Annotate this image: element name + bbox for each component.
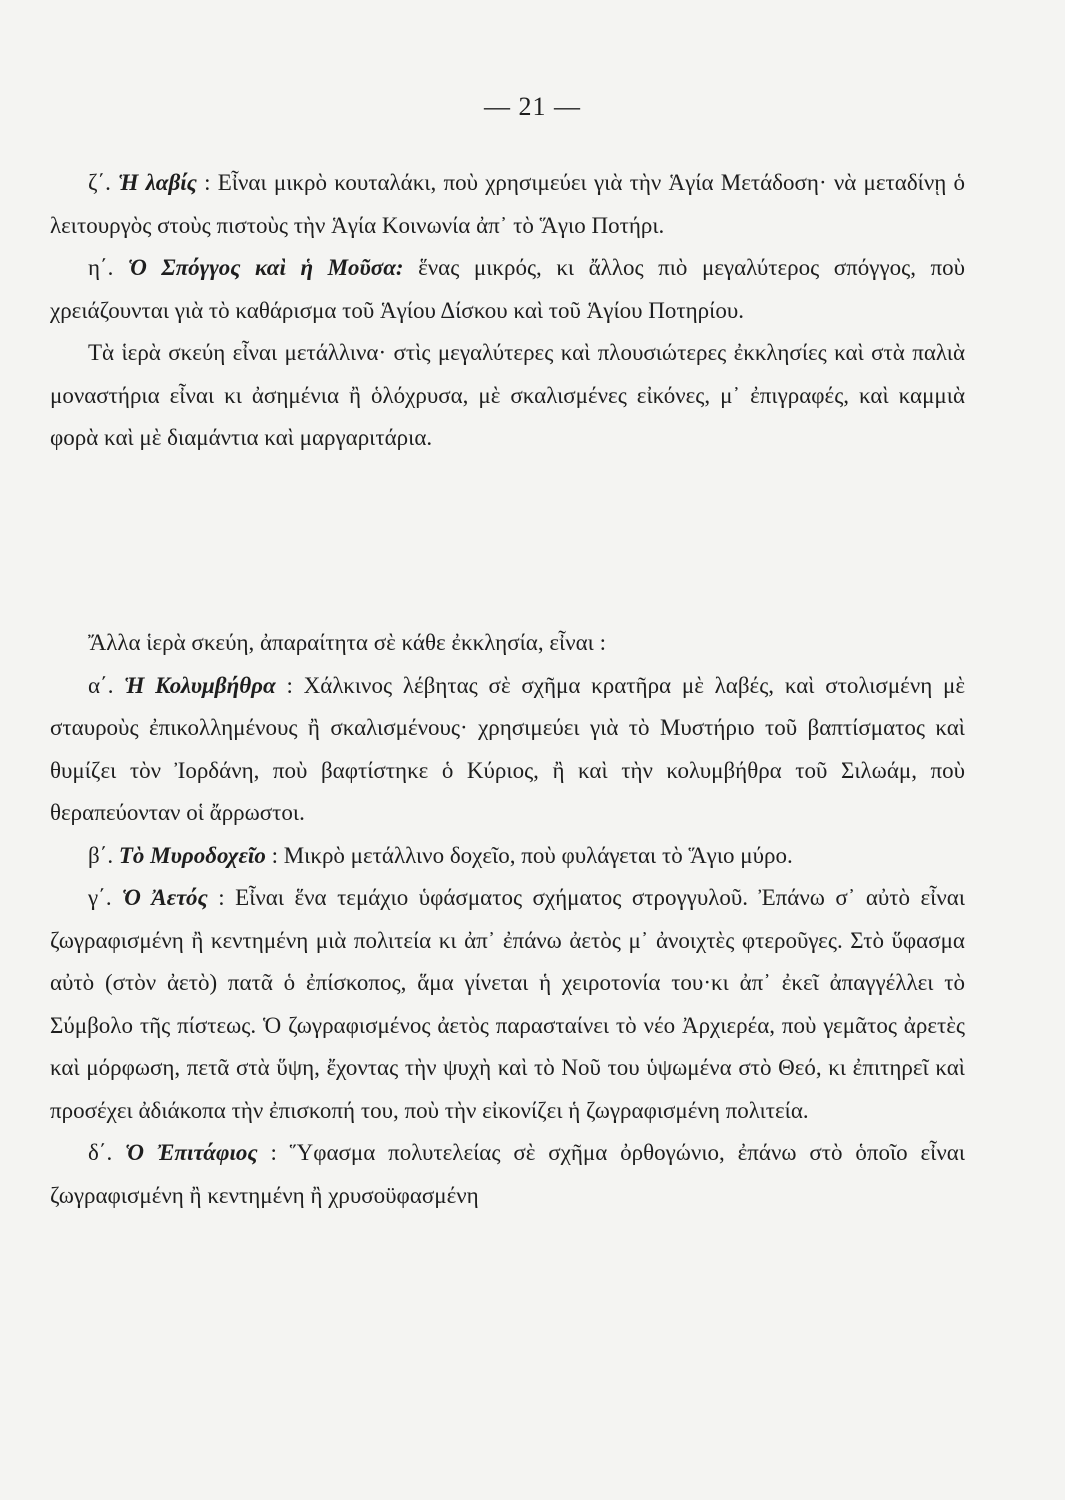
section-zeta bbox=[50, 162, 965, 247]
section-eta-sep bbox=[404, 255, 419, 280]
section-eta-marker: η΄. bbox=[88, 255, 128, 280]
item-beta-term: Τὸ Μυροδοχεῖο bbox=[118, 842, 266, 868]
section-eta bbox=[50, 247, 965, 332]
text-block-top bbox=[50, 162, 965, 460]
section-zeta-text: Εἶναι μικρὸ κουταλάκι, ποὺ χρησιμεύει γιὰ τὴν Ἁγία Μετάδοση· νὰ μεταδίνῃ ὁ λειτουργὸς στοὺς πιστοὺς τὴν Ἁγία Κοινωνία ἀπ᾽ τὸ Ἅγιο Ποτήρι. bbox=[50, 170, 966, 238]
item-beta-text: Μικρὸ μετάλλινο δοχεῖο, ποὺ φυλάγεται τὸ Ἅγιο μύρο. bbox=[283, 842, 793, 868]
item-beta bbox=[50, 835, 965, 878]
section-zeta-marker: ζ΄. bbox=[88, 170, 119, 195]
text-block-bottom bbox=[50, 622, 965, 1217]
item-gamma-term: Ὁ Ἀετός bbox=[122, 885, 208, 910]
item-alpha-marker: α΄. bbox=[88, 672, 125, 698]
section-zeta-sep: : bbox=[196, 170, 218, 195]
item-alpha-text: Χάλκινος λέβητας σὲ σχῆμα κρατῆρα μὲ λαβές, καὶ στολισμένη μὲ σταυροὺς ἐπικολλημένους ἢ σκαλισμένους· χρησιμεύει γιὰ τὸ Μυστήριο τοῦ βαπτίσματος καὶ θυμίζει τὸν Ἰορδάνη, ποὺ βαφτίστηκε ὁ Κύριος, ἢ καὶ τὴν κολυμβήθρα τοῦ Σιλωάμ, ποὺ θεραπεύονταν οἱ ἄρρωστοι. bbox=[50, 672, 966, 825]
item-delta-text: Ὕφασμα πολυτελείας σὲ σχῆμα ὀρθογώνιο, ἐπάνω στὸ ὁποῖο εἶναι ζωγραφισμένη ἢ κεντημένη ἢ χρυσοϋφασμένη bbox=[50, 1140, 966, 1208]
section-eta-text: ἕνας μικρός, κι ἄλλος πιὸ μεγαλύτερος σπόγγος, ποὺ χρειάζουνται γιὰ τὸ καθάρισμα τοῦ Ἁγίου Δίσκου καὶ τοῦ Ἁγίου Ποτηρίου. bbox=[50, 255, 966, 323]
item-gamma bbox=[50, 877, 965, 1132]
item-alpha-term: Ἡ Κολυμβήθρα bbox=[124, 672, 276, 698]
item-delta bbox=[50, 1132, 965, 1217]
item-gamma-text: Εἶναι ἕνα τεμάχιο ὑφάσματος σχήματος στρογγυλοῦ. Ἐπάνω σ᾽ αὐτὸ εἶναι ζωγραφισμένη ἢ κεντημένη μιὰ πολιτεία κι ἀπ᾽ ἐπάνω ἀετὸς μ᾽ ἀνοιχτὲς φτεροῦγες. Στὸ ὕφασμα αὐτὸ (στὸν ἀετὸ) πατᾶ ὁ ἐπίσκοπος, ἅμα γίνεται ἡ χειροτονία του·κι ἀπ᾽ ἐκεῖ ἀπαγγέλλει τὸ Σύμβολο τῆς πίστεως. Ὁ ζωγραφισμένος ἀετὸς παρασταίνει τὸ νέο Ἀρχιερέα, ποὺ γεμᾶτος ἀρετὲς καὶ μόρφωση, πετᾶ στὰ ὕψη, ἔχοντας τὴν ψυχὴ καὶ τὸ Νοῦ του ὑψωμένα στὸ Θεό, κι ἐπιτηρεῖ καὶ προσέχει ἀδιάκοπα τὴν ἐπισκοπή του, ποὺ τὴν εἰκονίζει ἡ ζωγραφισμένη πολιτεία. bbox=[50, 885, 966, 1123]
item-beta-sep: : bbox=[265, 842, 284, 868]
paragraph-other: Ἄλλα ἱερὰ σκεύη, ἀπαραίτητα σὲ κάθε ἐκκλησία, εἶναι : bbox=[88, 630, 606, 655]
item-gamma-sep: : bbox=[207, 885, 236, 910]
item-delta-marker: δ΄. bbox=[88, 1140, 126, 1165]
section-eta-term: Ὁ Σπόγγος καὶ ἡ Μοῦσα: bbox=[127, 255, 404, 280]
section-zeta-term: Ἡ λαβίς bbox=[118, 170, 197, 195]
item-delta-sep: : bbox=[257, 1140, 290, 1165]
item-alpha bbox=[50, 665, 965, 835]
item-beta-marker: β΄. bbox=[88, 842, 119, 868]
item-alpha-sep: : bbox=[275, 672, 304, 698]
page-number: — 21 — bbox=[484, 92, 581, 121]
item-delta-term: Ὁ Ἐπιτάφιος bbox=[125, 1140, 258, 1165]
item-gamma-marker: γ΄. bbox=[88, 885, 123, 910]
paragraph-vessels: Τὰ ἱερὰ σκεύη εἶναι μετάλλινα· στὶς μεγαλύτερες καὶ πλουσιώτερες ἐκκλησίες καὶ στὰ παλιὰ μοναστήρια εἶναι κι ἀσημένια ἢ ὁλόχρυσα, μὲ σκαλισμένες εἰκόνες, μ᾽ ἐπιγραφές, καὶ καμμιὰ φορὰ καὶ μὲ διαμάντια καὶ μαργαριτάρια. bbox=[50, 340, 965, 450]
